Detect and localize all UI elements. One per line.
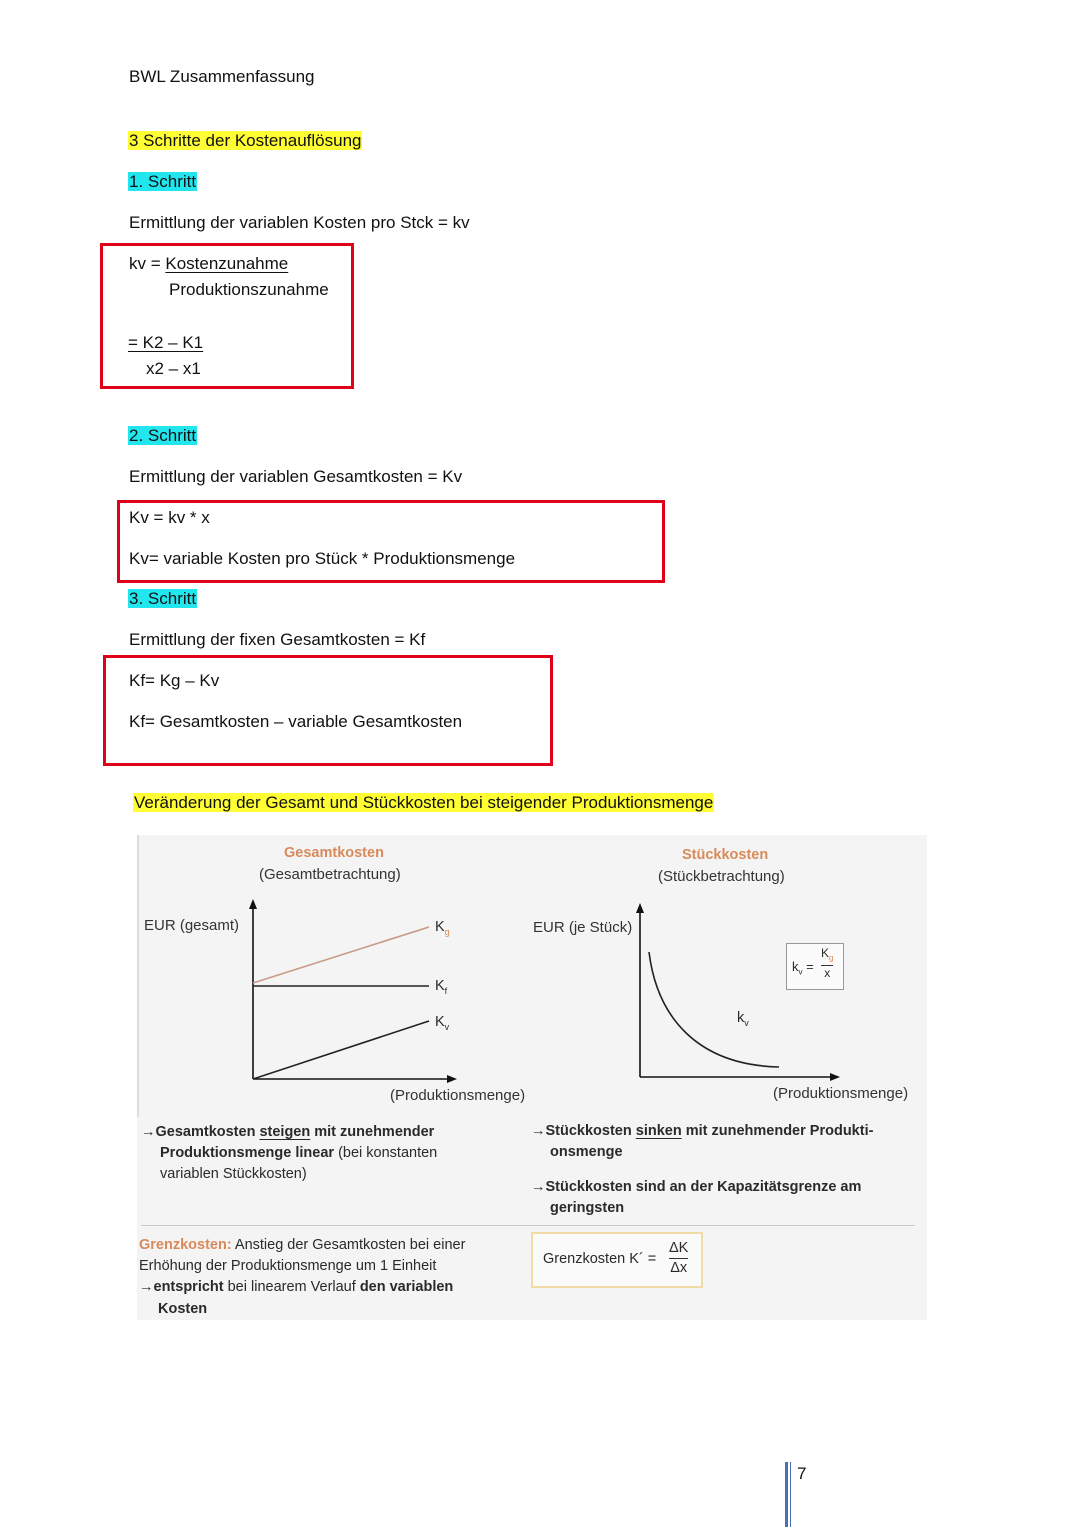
step3-intro: Ermittlung der fixen Gesamtkosten = Kf xyxy=(129,630,426,649)
step3-formula-line2: Kf= Gesamtkosten – variable Gesamtkosten xyxy=(129,712,463,731)
right-note1-line1: →Stückkosten sinken mit zunehmender Produkti- xyxy=(531,1123,874,1139)
right-chart-xlabel: (Produktionsmenge) xyxy=(773,1085,909,1102)
right-chart-ylabel: EUR (je Stück) xyxy=(533,919,633,936)
step1-label: 1. Schritt xyxy=(129,172,197,191)
right-note2-line1: →Stückkosten sind an der Kapazitätsgrenze am xyxy=(531,1179,862,1195)
left-note-line2: Produktionsmenge linear (bei konstanten xyxy=(160,1145,438,1161)
right-y-axis-arrow xyxy=(636,903,644,913)
label-kg: $K_g$ xyxy=(435,919,450,937)
step1-formula2-numerator: = K2 – K1 xyxy=(128,333,204,352)
left-x-axis-arrow xyxy=(447,1075,457,1083)
step2-formula-line1: Kv = kv * x xyxy=(129,508,210,527)
step1-intro: Ermittlung der variablen Kosten pro Stck = kv xyxy=(129,213,470,232)
step2-label: 2. Schritt xyxy=(129,426,197,445)
grenzkosten-formula-box: Grenzkosten K´ = ΔK Δx xyxy=(531,1232,703,1288)
step2-intro: Ermittlung der variablen Gesamtkosten = Kv xyxy=(129,467,463,486)
line-kv xyxy=(253,1021,429,1079)
grenzkosten-line3: →entspricht bei linearem Verlauf den variablen xyxy=(139,1279,454,1295)
step1-formula2-denominator: x2 – x1 xyxy=(146,359,201,378)
figure-left-border xyxy=(137,835,139,1117)
right-note2-line2: geringsten xyxy=(550,1200,625,1216)
left-chart-subtitle: (Gesamtbetrachtung) xyxy=(259,866,401,883)
grenzkosten-line1: Grenzkosten: Anstieg der Gesamtkosten bei einer xyxy=(139,1237,466,1253)
cost-figure xyxy=(137,835,927,1320)
figure-separator xyxy=(141,1225,915,1226)
document-header: BWL Zusammenfassung xyxy=(129,67,315,86)
left-note-line1: →Gesamtkosten steigen mit zunehmender xyxy=(141,1124,435,1140)
right-chart-title: Stückkosten xyxy=(682,847,769,863)
label-curve-kv: $k_v$ xyxy=(737,1010,749,1028)
left-note-line3: variablen Stückkosten) xyxy=(160,1166,307,1182)
curve-kv xyxy=(649,952,779,1067)
section-heading-kostenaufloesung: 3 Schritte der Kostenauflösung xyxy=(129,131,362,150)
label-kv: $K_v$ xyxy=(435,1014,450,1032)
left-chart-plot xyxy=(237,895,467,1087)
step3-formula-line1: Kf= Kg – Kv xyxy=(129,671,220,690)
page-number: 7 xyxy=(797,1464,807,1483)
right-x-axis-arrow xyxy=(830,1073,840,1081)
left-y-axis-arrow xyxy=(249,899,257,909)
step1-formula-denominator: Produktionszunahme xyxy=(169,280,329,299)
section-heading-veraenderung: Veränderung der Gesamt und Stückkosten bei steigender Produktionsmenge xyxy=(134,793,714,812)
grenzkosten-line4: Kosten xyxy=(158,1301,208,1317)
left-chart-xlabel: (Produktionsmenge) xyxy=(390,1087,526,1104)
left-chart-ylabel: EUR (gesamt) xyxy=(144,917,240,934)
page-number-bar xyxy=(785,1462,788,1527)
unit-cost-formula-box: $k_v$ = $K_g$ x xyxy=(786,943,844,990)
right-note1-line2: onsmenge xyxy=(550,1144,623,1160)
step1-formula-numerator: kv = Kostenzunahme xyxy=(129,254,289,273)
right-chart-subtitle: (Stückbetrachtung) xyxy=(658,868,785,885)
step2-formula-line2: Kv= variable Kosten pro Stück * Produktionsmenge xyxy=(129,549,516,568)
line-kg xyxy=(253,927,429,983)
right-chart-plot xyxy=(627,897,852,1087)
page-number-bar-thin xyxy=(790,1462,791,1527)
grenzkosten-line2: Erhöhung der Produktionsmenge um 1 Einheit xyxy=(139,1258,437,1274)
label-kf: $K_f$ xyxy=(435,978,448,996)
step3-label: 3. Schritt xyxy=(129,589,197,608)
left-chart-title: Gesamtkosten xyxy=(284,845,384,861)
